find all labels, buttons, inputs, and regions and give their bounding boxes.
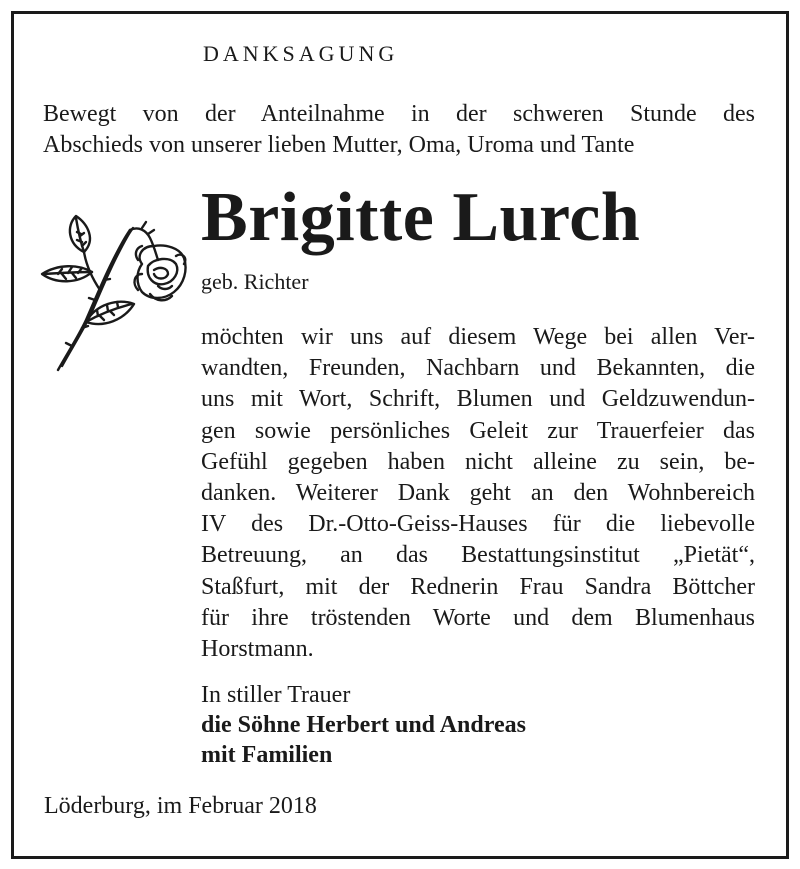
body-line: Staßfurt, mit der Rednerin Frau Sandra Böttcher: [201, 573, 755, 600]
body-line: wandten, Freunden, Nachbarn und Bekannten, die: [201, 355, 755, 382]
body-line: Gefühl gegeben haben nicht alleine zu sein, be-: [201, 448, 755, 475]
mourning-line: In stiller Trauer: [201, 682, 351, 708]
notice-heading: DANKSAGUNG: [203, 41, 399, 66]
deceased-name: Brigitte Lurch: [201, 179, 641, 256]
place-date: Löderburg, im Februar 2018: [44, 793, 317, 819]
body-line: Horstmann.: [201, 636, 314, 663]
body-line: für ihre tröstenden Worte und dem Blumenhaus: [201, 604, 755, 631]
intro-text: [43, 99, 755, 161]
body-text: [201, 322, 755, 665]
body-line: danken. Weiterer Dank geht an den Wohnbereich: [201, 480, 755, 507]
intro-line: Bewegt von der Anteilnahme in der schweren Stunde des: [43, 101, 755, 127]
body-line: möchten wir uns auf diesem Wege bei allen Ver-: [201, 324, 755, 350]
body-line: IV des Dr.-Otto-Geiss-Hauses für die liebevolle: [201, 511, 755, 538]
signature-line: mit Familien: [201, 742, 333, 768]
birth-name: geb. Richter: [201, 269, 309, 294]
intro-line: Abschieds von unserer lieben Mutter, Oma, Uroma und Tante: [43, 132, 635, 158]
rose-icon: [38, 212, 190, 374]
body-line: Betreuung, an das Bestattungsinstitut „Pietät“,: [201, 542, 755, 569]
signature-line: die Söhne Herbert und Andreas: [201, 712, 526, 738]
closing-block: [201, 680, 526, 770]
body-line: gen sowie persönliches Geleit zur Trauerfeier das: [201, 417, 755, 444]
body-line: uns mit Wort, Schrift, Blumen und Geldzuwendun-: [201, 386, 755, 413]
